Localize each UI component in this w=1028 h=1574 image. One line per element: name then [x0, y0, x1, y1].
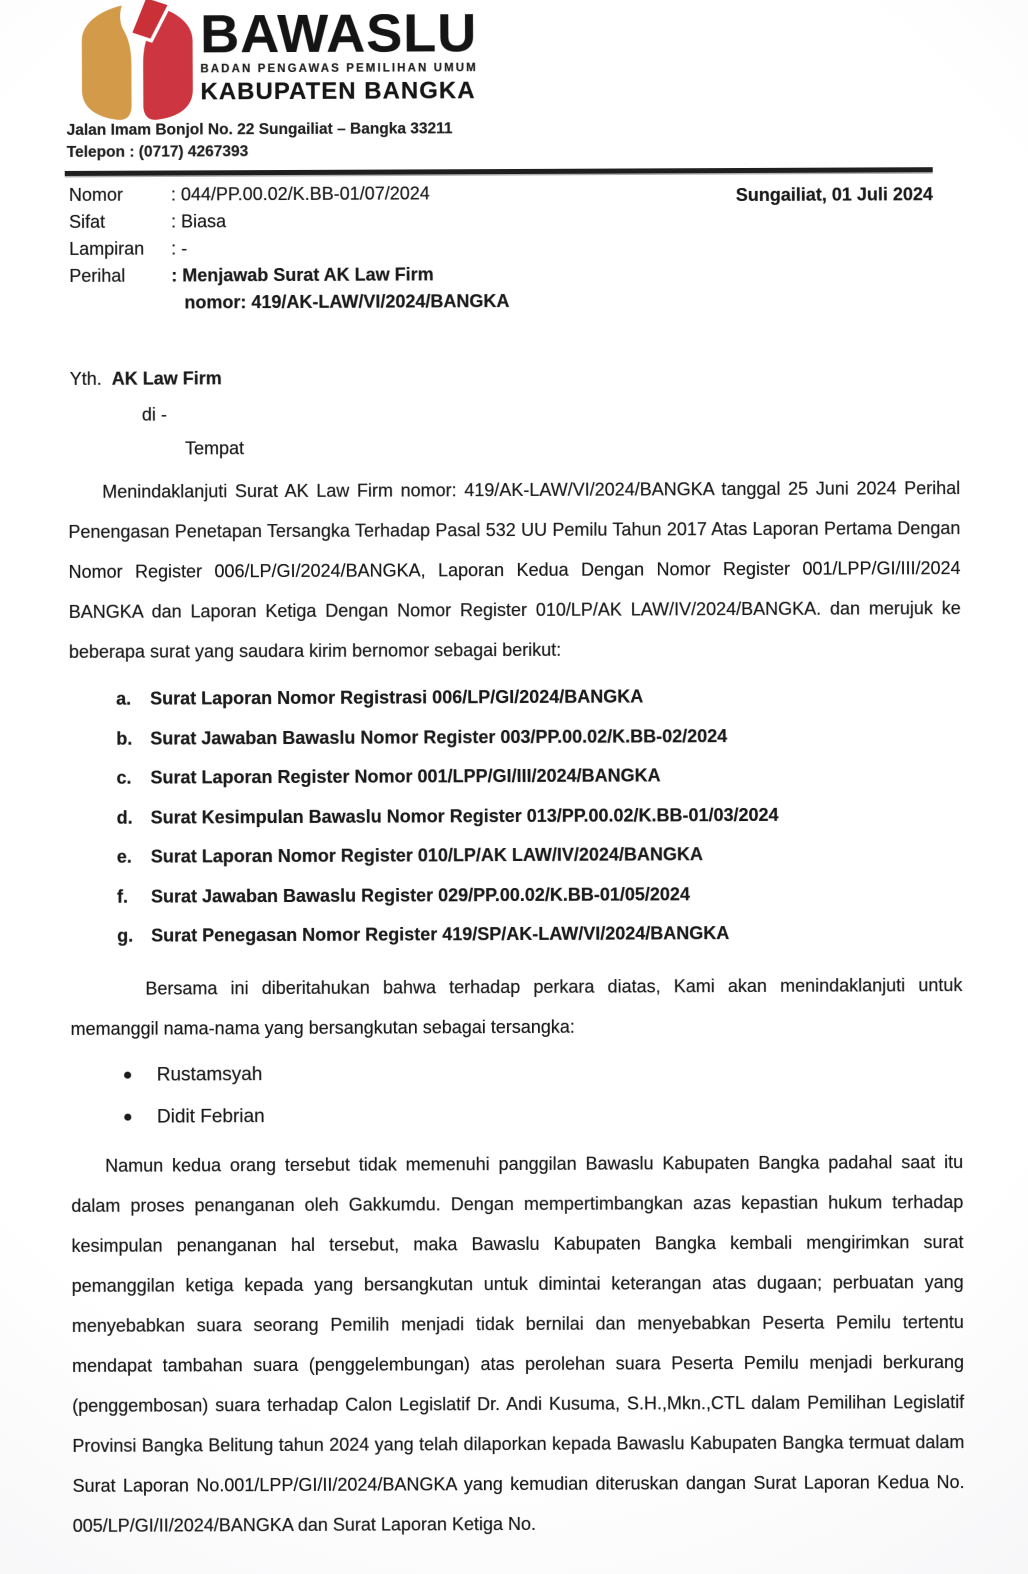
list-marker: d. — [116, 807, 133, 828]
list-item — [117, 913, 962, 956]
recipient-line1 — [70, 365, 244, 393]
sifat-value: : Biasa — [170, 211, 227, 232]
list-marker: b. — [116, 728, 133, 749]
lampiran-label: Lampiran — [69, 238, 145, 259]
list-item — [116, 716, 961, 759]
lampiran-value: : - — [171, 238, 188, 259]
list-item-text: Surat Laporan Register Nomor 001/LPP/GI/III/2024/BANGKA — [150, 765, 661, 788]
sifat-label: Sifat — [68, 211, 106, 232]
meta-row-nomor — [69, 180, 509, 209]
org-name: BAWASLU — [200, 3, 478, 65]
perihal-label: Perihal — [69, 265, 126, 286]
list-marker: e. — [116, 846, 132, 867]
recipient-line2: di - — [141, 404, 167, 425]
list-item-text: Surat Laporan Nomor Registrasi 006/LP/GI/2024/BANGKA — [150, 686, 644, 709]
letterhead-address-block — [67, 118, 453, 164]
recipient-line3: Tempat — [184, 438, 245, 459]
phone-line: Telepon : (0717) 4267393 — [66, 143, 249, 161]
list-marker: a. — [116, 688, 132, 709]
list-item — [123, 1051, 963, 1097]
org-subtitle: BADAN PENGAWAS PEMILIHAN UMUM — [200, 62, 478, 76]
paragraph-opening: Menindaklanjuti Surat AK Law Firm nomor: 419/AK-LAW/VI/2024/BANGKA tanggal 25 Juni 2024 Perihal Penengasan Penetapan Tersangka Terhadap Pasal 532 UU Pemilu Tahun 2017 Atas Laporan Pertama Dengan Nomor Register 006/LP/GI/2024/BANGKA, Laporan Kedua Dengan Nomor Register 001/LPP/GI/III/2024 BANGKA dan Laporan Ketiga Dengan Nomor Register 010/LP/AK LAW/IV/2024/BANGKA. dan merujuk ke beberapa surat yang saudara kirim bernomor sebagai berikut: — [68, 478, 961, 662]
meta-row-lampiran — [69, 234, 509, 263]
recipient-block — [70, 365, 244, 463]
list-item — [116, 795, 961, 838]
recipient-salutation: Yth. — [69, 368, 102, 389]
paragraph-notification: Bersama ini diberitahukan bahwa terhadap perkara diatas, Kami akan menindaklanjuti untuk memanggil nama-nama yang bersangkutan sebagai tersangka: — [70, 974, 963, 1039]
bawaslu-ballot-box-logo-icon — [58, 0, 217, 126]
list-item — [116, 755, 961, 798]
suspects-list — [71, 1051, 963, 1139]
list-item-text: Surat Jawaban Bawaslu Register 029/PP.00.02/K.BB-01/05/2024 — [150, 883, 690, 907]
list-marker: c. — [116, 767, 132, 788]
meta-row-perihal — [69, 261, 509, 290]
org-title-block — [200, 3, 478, 105]
nomor-label: Nomor — [68, 184, 123, 205]
list-item-text: Surat Penegasan Nomor Register 419/SP/AK-LAW/VI/2024/BANGKA — [151, 923, 730, 946]
perihal-value-line2: nomor: 419/AK-LAW/VI/2024/BANGKA — [184, 291, 510, 313]
paragraph-closing: Namun kedua orang tersebut tidak memenuhi panggilan Bawaslu Kabupaten Bangka padahal saat itu dalam proses penanganan oleh Gakkumdu. Dengan mempertimbangkan azas kepastian hukum terhadap kesimpulan penanganan hal tersebut, maka Bawaslu Kabupaten Bangka kembali mengirimkan surat pemanggilan ketiga kepada yang bersangkutan untuk dimintai keterangan atas dugaan; perbuatan yang menyebabkan suara seorang Pemilih menjadi tidak bernilai dan menyebabkan Peserta Pemilu tertentu mendapat tambahan suara (penggelembungan) atas perolehan suara Peserta Pemilu menjadi berkurang (penggembosan) suara terhadap Calon Legislatif Dr. Andi Kusuma, S.H.,Mkn.,CTL dalam Pemilihan Legislatif Provinsi Bangka Belitung tahun 2024 yang telah dilaporkan kepada Bawaslu Kabupaten Bangka termuat dalam Surat Laporan No.001/LPP/GI/II/2024/BANGKA yang kemudian diteruskan dangan Surat Laporan Kedua No. 005/LP/GI/II/2024/BANGKA dan Surat Laporan Ketiga No. — [71, 1151, 965, 1536]
list-item-text: Surat Kesimpulan Bawaslu Nomor Register 013/PP.00.02/K.BB-01/03/2024 — [150, 804, 779, 828]
list-item — [117, 874, 962, 917]
list-item-text: Surat Jawaban Bawaslu Nomor Register 003/PP.00.02/K.BB-02/2024 — [150, 725, 728, 749]
meta-row-sifat — [69, 207, 509, 236]
header-divider — [65, 167, 933, 176]
list-marker: f. — [116, 886, 128, 907]
perihal-value: : Menjawab Surat AK Law Firm — [171, 264, 434, 286]
nomor-value: : 044/PP.00.02/K.BB-01/07/2024 — [170, 183, 430, 205]
suspect-name: Rustamsyah — [156, 1063, 263, 1086]
suspect-name: Didit Febrian — [156, 1105, 265, 1128]
referenced-letters-list — [69, 676, 962, 956]
list-item — [123, 1093, 963, 1139]
address-line: Jalan Imam Bonjol No. 22 Sungailiat – Bangka 33211 — [66, 120, 453, 139]
list-item — [116, 676, 961, 719]
letter-body — [68, 468, 965, 1545]
letter-meta — [69, 180, 510, 317]
place-and-date: Sungailiat, 01 Juli 2024 — [735, 184, 933, 206]
list-marker: g. — [117, 925, 134, 946]
bullet-icon: ● — [122, 1108, 133, 1126]
list-item — [117, 834, 962, 877]
recipient-name: AK Law Firm — [111, 368, 222, 389]
list-item-text: Surat Laporan Nomor Register 010/LP/AK LAW/IV/2024/BANGKA — [150, 844, 703, 867]
bullet-icon: ● — [122, 1066, 133, 1084]
org-region: KABUPATEN BANGKA — [200, 76, 476, 105]
